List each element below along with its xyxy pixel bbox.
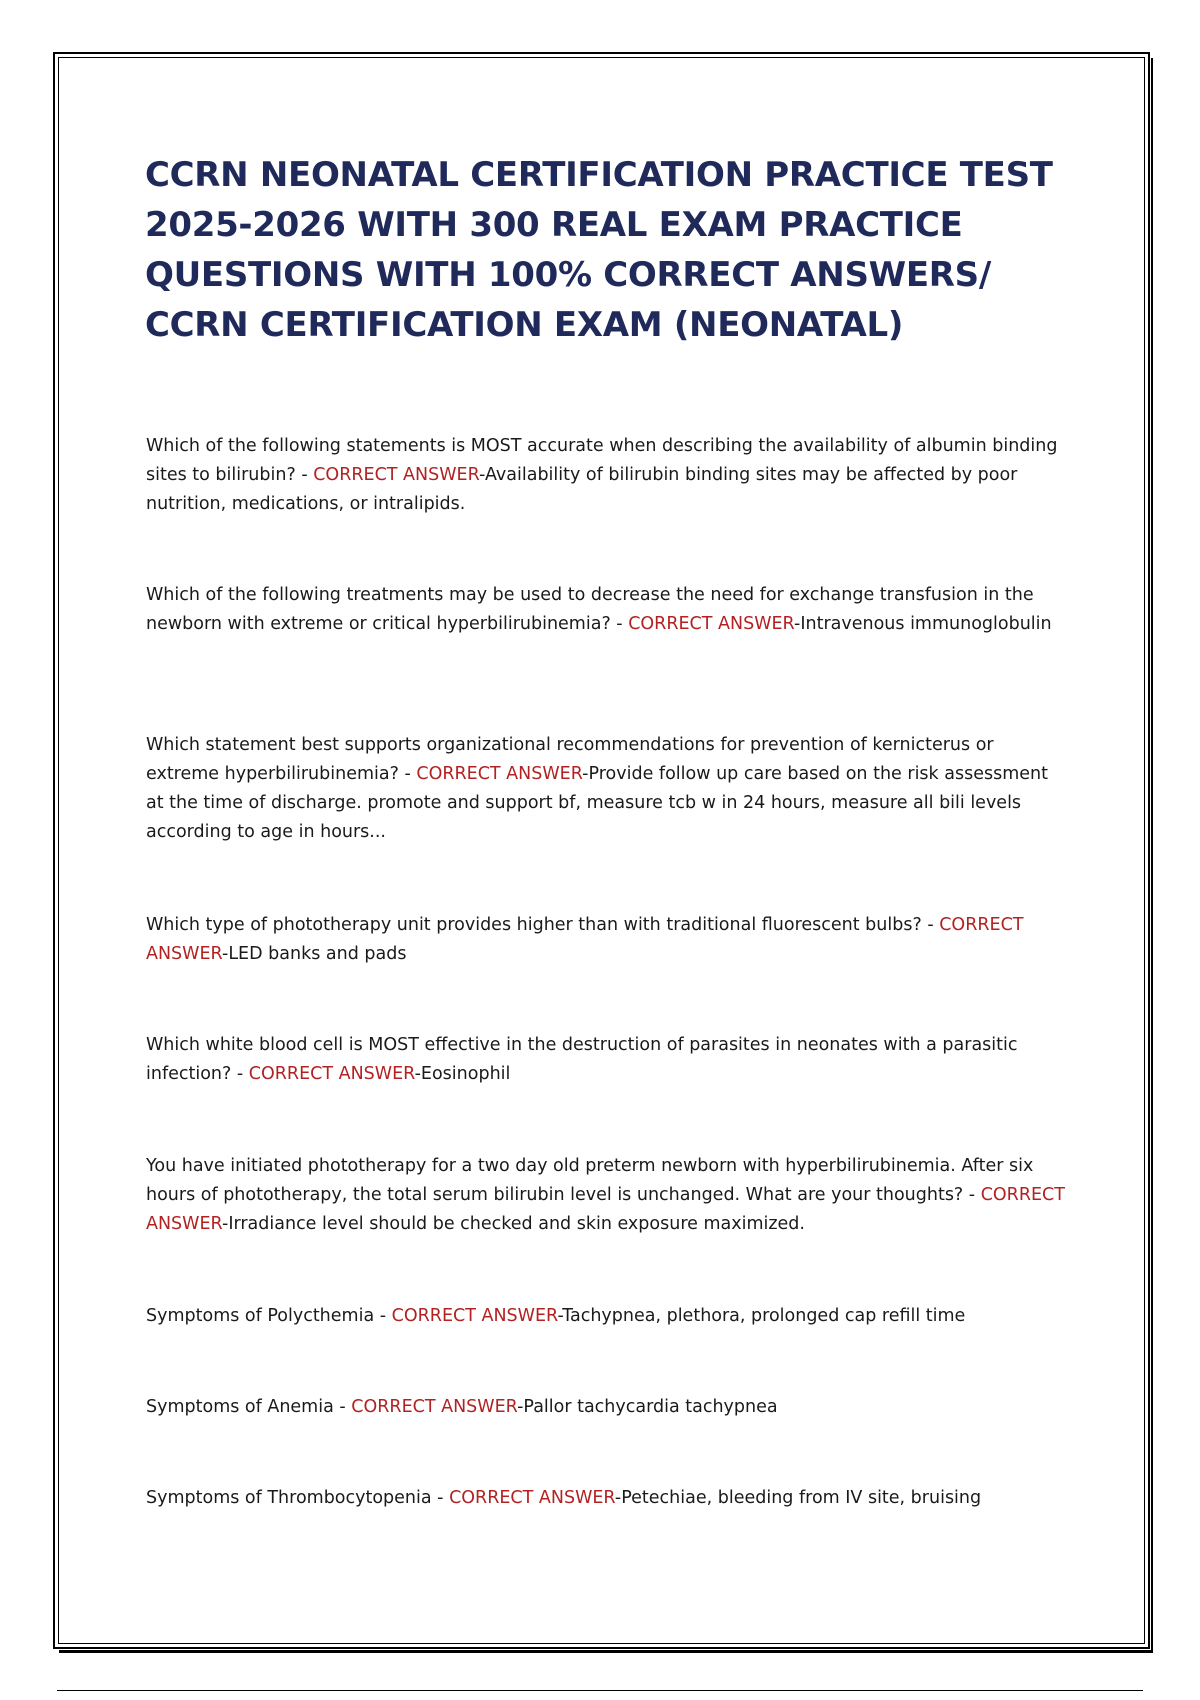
qa-item bbox=[146, 1484, 1066, 1513]
answer-text: Eosinophil bbox=[420, 1064, 511, 1084]
answer-joiner: - bbox=[414, 1064, 421, 1084]
correct-answer-label: CORRECT ANSWER bbox=[416, 764, 583, 784]
correct-answer-label: CORRECT ANSWER bbox=[248, 1064, 415, 1084]
correct-answer-label: CORRECT ANSWER bbox=[351, 1397, 518, 1417]
answer-text: Petechiae, bleeding from IV site, bruising bbox=[621, 1488, 982, 1508]
question-text: Symptoms of Polycthemia bbox=[146, 1306, 375, 1326]
qa-item bbox=[146, 911, 1066, 969]
answer-joiner: - bbox=[221, 944, 229, 964]
correct-answer-label: CORRECT ANSWER bbox=[146, 1185, 1065, 1234]
separator: - bbox=[610, 614, 629, 634]
answer-text: Availability of bilirubin binding sites may be affected by poor nutrition, medications, or intralipids. bbox=[146, 465, 1018, 514]
separator: - bbox=[921, 915, 940, 935]
document-title: CCRN NEONATAL CERTIFICATION PRACTICE TEST 2025-2026 WITH 300 REAL EXAM PRACTICE QUESTIONS WITH 100% CORRECT ANSWERS/ CCRN CERTIFICATION EXAM (NEONATAL) bbox=[145, 155, 1053, 345]
qa-item bbox=[146, 731, 1066, 847]
answer-joiner: - bbox=[221, 1214, 229, 1234]
question-text: You have initiated phototherapy for a two day old preterm newborn with hyperbilirubinemia. After six hours of phototherapy, the total serum bilirubin level is unchanged. What are your thoughts? bbox=[146, 1156, 1034, 1205]
separator: - bbox=[398, 764, 417, 784]
qa-item bbox=[146, 1031, 1066, 1089]
page-bottom-rule bbox=[57, 1690, 1143, 1691]
correct-answer-label: CORRECT ANSWER bbox=[449, 1488, 615, 1508]
answer-joiner: - bbox=[582, 764, 589, 784]
question-text: Which type of phototherapy unit provides higher than with traditional fluorescent bulbs? bbox=[146, 915, 922, 935]
separator: - bbox=[231, 1064, 249, 1084]
answer-text: Intravenous immunoglobulin bbox=[800, 614, 1052, 634]
question-text: Symptoms of Thrombocytopenia bbox=[146, 1488, 432, 1508]
separator: - bbox=[374, 1306, 392, 1326]
question-text: Which of the following statements is MOST accurate when describing the availability of albumin binding sites to bilirubin? bbox=[146, 436, 1058, 485]
answer-text: LED banks and pads bbox=[228, 944, 407, 964]
question-text: Which statement best supports organizational recommendations for prevention of kernicterus or extreme hyperbilirubinemia? bbox=[146, 735, 994, 784]
answer-text: Provide follow up care based on the risk assessment at the time of discharge. promote and support bf, measure tcb w in 24 hours, measure all bili levels according to age in hours... bbox=[146, 764, 1048, 842]
answer-text: Tachypnea, plethora, prolonged cap refill time bbox=[562, 1306, 966, 1326]
question-text: Which of the following treatments may be used to decrease the need for exchange transfusion in the newborn with extreme or critical hyperbilirubinemia? bbox=[146, 585, 1034, 634]
answer-joiner: - bbox=[614, 1488, 622, 1508]
answer-text: Irradiance level should be checked and skin exposure maximized. bbox=[228, 1214, 805, 1234]
separator: - bbox=[963, 1185, 981, 1205]
qa-item bbox=[146, 432, 1066, 519]
answer-text: Pallor tachycardia tachypnea bbox=[523, 1397, 778, 1417]
question-text: Symptoms of Anemia bbox=[146, 1397, 334, 1417]
qa-item bbox=[146, 1302, 1066, 1331]
qa-item bbox=[146, 1393, 1066, 1422]
answer-joiner: - bbox=[479, 465, 485, 485]
separator: - bbox=[295, 465, 314, 485]
answer-joiner: - bbox=[794, 614, 801, 634]
answer-joiner: - bbox=[557, 1306, 563, 1326]
correct-answer-label: CORRECT ANSWER bbox=[146, 915, 1024, 964]
separator: - bbox=[333, 1397, 352, 1417]
answer-joiner: - bbox=[517, 1397, 524, 1417]
correct-answer-label: CORRECT ANSWER bbox=[313, 465, 480, 485]
separator: - bbox=[431, 1488, 450, 1508]
qa-item bbox=[146, 1152, 1066, 1239]
document-page bbox=[53, 52, 1150, 1649]
qa-item bbox=[146, 581, 1066, 639]
correct-answer-label: CORRECT ANSWER bbox=[391, 1306, 558, 1326]
correct-answer-label: CORRECT ANSWER bbox=[628, 614, 795, 634]
question-text: Which white blood cell is MOST effective in the destruction of parasites in neonates with a parasitic infection? bbox=[146, 1035, 1018, 1084]
